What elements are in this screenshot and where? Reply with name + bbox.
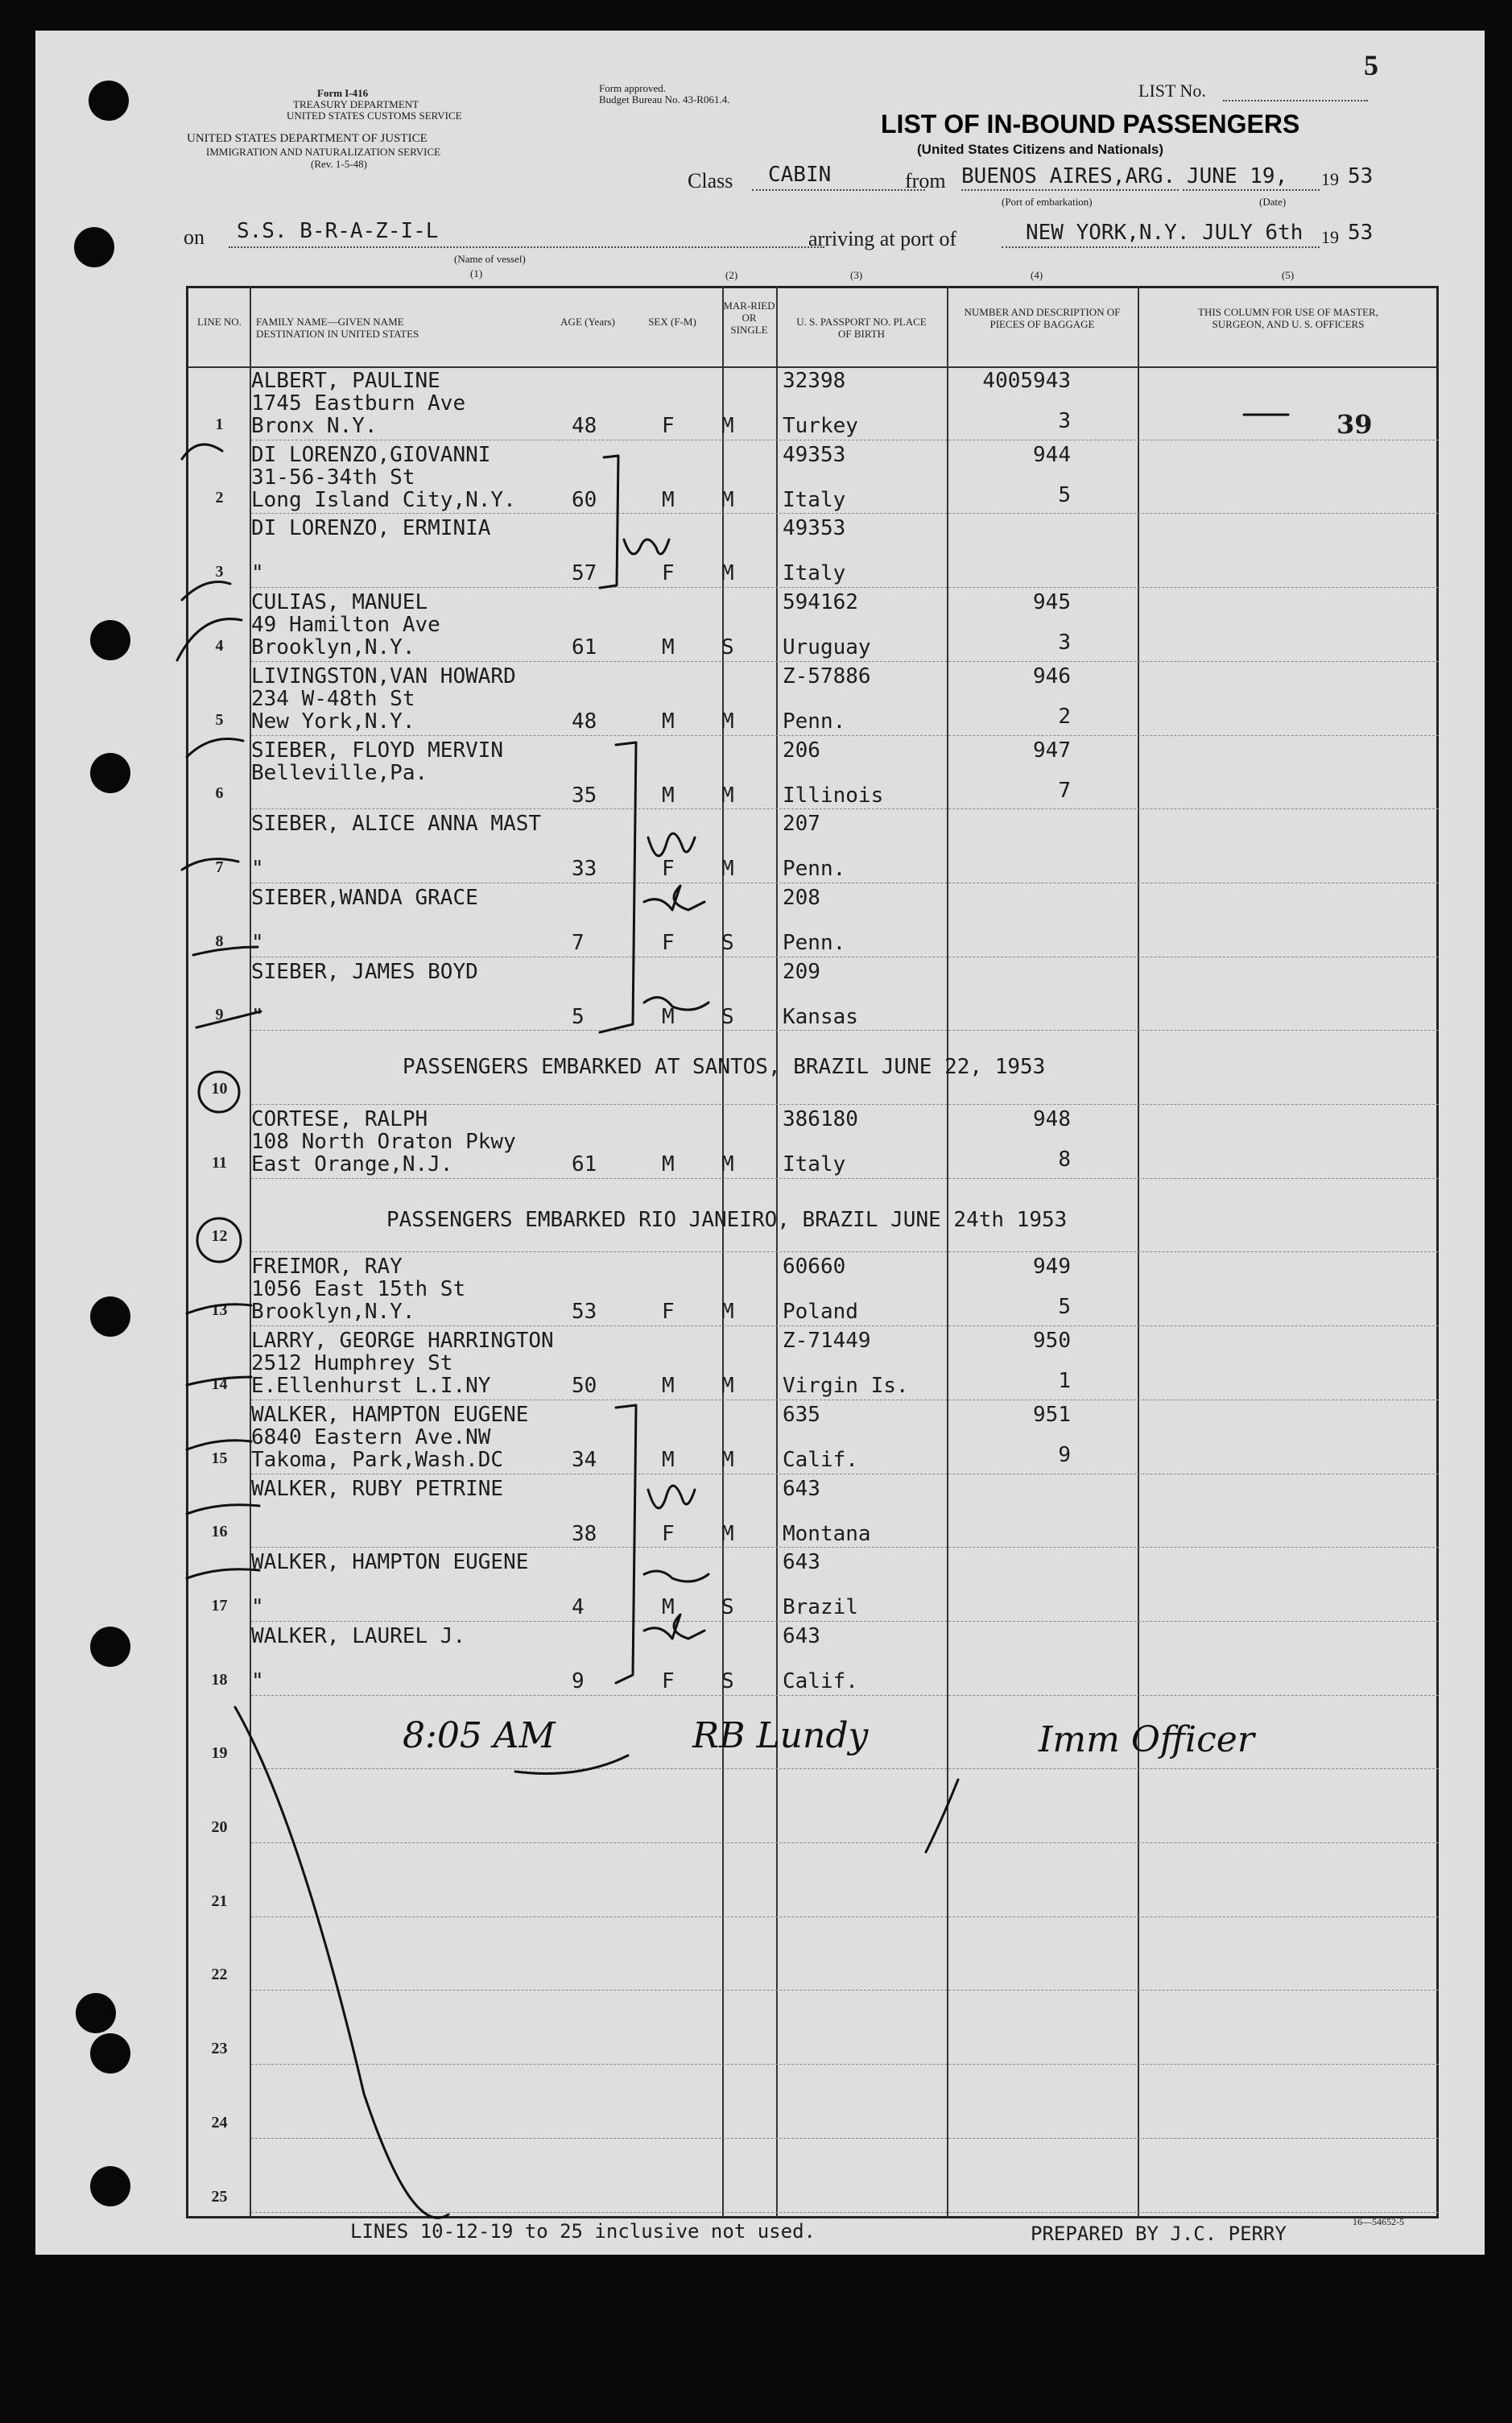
line-number: 24 (211, 2113, 228, 2131)
passenger-name: LARRY, GEORGE HARRINGTON (251, 1329, 554, 1354)
vessel-name: S.S. B-R-A-Z-I-L (237, 219, 439, 243)
passenger-age: 57 (572, 561, 597, 586)
passport-number: 206 (783, 738, 820, 763)
passport-number: 32398 (783, 369, 846, 393)
line-number: 23 (211, 2040, 228, 2058)
passenger-marital-status: M (721, 1152, 734, 1176)
passenger-age: 33 (572, 857, 597, 882)
passenger-age: 60 (572, 487, 597, 512)
passenger-marital-status: M (721, 709, 734, 734)
baggage-pieces: 9 (1058, 1442, 1071, 1467)
arriving-label: arriving at port of (808, 227, 957, 250)
passenger-city: Bronx N.Y. (251, 414, 378, 438)
passenger-marital-status: S (721, 635, 734, 660)
passenger-marital-status: M (721, 783, 734, 808)
header-line-no: LINE NO. (197, 316, 242, 328)
col3-label: (3) (850, 269, 863, 281)
passenger-sex: M (662, 487, 675, 512)
passenger-name: SIEBER, ALICE ANNA MAST (251, 812, 542, 837)
passenger-address: 234 W-48th St (251, 686, 415, 711)
doj-label: UNITED STATES DEPARTMENT OF JUSTICE (187, 132, 428, 145)
passenger-age: 9 (572, 1668, 585, 1693)
passport-number: 60660 (783, 1255, 846, 1280)
passenger-sex: M (662, 1374, 675, 1399)
header-age: AGE (Years) (560, 316, 615, 328)
passenger-city: " (251, 1004, 264, 1029)
embark-port: BUENOS AIRES,ARG. (961, 164, 1176, 188)
passenger-name: CORTESE, RALPH (251, 1107, 428, 1131)
place-of-birth: Virgin Is. (783, 1374, 909, 1399)
baggage-pieces: 2 (1058, 704, 1071, 729)
line-number: 16 (211, 1523, 228, 1541)
passenger-name: DI LORENZO,GIOVANNI (251, 442, 491, 467)
customs-label: UNITED STATES CUSTOMS SERVICE (287, 110, 462, 122)
line-number: 18 (211, 1670, 228, 1689)
form-subtitle: (United States Citizens and Nationals) (917, 142, 1164, 157)
line-number: 20 (211, 1818, 228, 1836)
baggage-number: 944 (1033, 442, 1071, 467)
header-baggage: NUMBER AND DESCRIPTION OF PIECES OF BAGGAGE (964, 306, 1121, 330)
binder-hole (76, 1993, 116, 2033)
passport-number: 49353 (783, 516, 846, 541)
baggage-pieces: 1 (1058, 1369, 1071, 1394)
passenger-name: ALBERT, PAULINE (251, 369, 440, 393)
passenger-age: 48 (572, 709, 597, 734)
col1-label: (1) (470, 267, 483, 279)
place-of-birth: Montana (783, 1521, 871, 1546)
line-number: 8 (215, 932, 224, 950)
passenger-sex: F (662, 1668, 675, 1693)
passenger-name: WALKER, HAMPTON EUGENE (251, 1402, 529, 1427)
line-number: 11 (212, 1153, 227, 1172)
passenger-city: Long Island City,N.Y. (251, 487, 516, 512)
passenger-age: 38 (572, 1521, 597, 1546)
passenger-age: 4 (572, 1595, 585, 1620)
passport-number: 635 (783, 1402, 820, 1427)
line-number: 5 (215, 710, 224, 729)
passenger-city: Brooklyn,N.Y. (251, 635, 415, 660)
passenger-name: DI LORENZO, ERMINIA (251, 516, 491, 541)
passenger-address: 1745 Eastburn Ave (251, 391, 466, 416)
line-number: 10 (211, 1080, 228, 1098)
passenger-age: 53 (572, 1300, 597, 1325)
passport-number: 208 (783, 885, 820, 910)
baggage-pieces: 5 (1058, 1295, 1071, 1320)
binder-hole (90, 1296, 130, 1337)
baggage-pieces: 3 (1058, 631, 1071, 655)
class-label: Class (688, 169, 733, 192)
handwritten-time: 8:05 AM (403, 1715, 556, 1756)
passenger-name: LIVINGSTON,VAN HOWARD (251, 664, 516, 688)
passenger-marital-status: M (721, 414, 734, 438)
passenger-age: 5 (572, 1004, 585, 1029)
page-number: 5 (1364, 49, 1378, 81)
passenger-city: E.Ellenhurst L.I.NY (251, 1374, 491, 1399)
passenger-address: 2512 Humphrey St (251, 1351, 453, 1376)
line-number: 7 (215, 858, 224, 876)
passenger-sex: M (662, 783, 675, 808)
passport-number: 643 (783, 1623, 820, 1648)
officer-remark: 39 (1336, 409, 1373, 440)
passenger-marital-status: S (721, 1595, 734, 1620)
passport-number: Z-71449 (783, 1329, 871, 1354)
header-passport: U. S. PASSPORT NO. PLACE OF BIRTH (796, 316, 927, 340)
passenger-age: 34 (572, 1447, 597, 1472)
line-number: 22 (211, 1966, 228, 1984)
passenger-city: " (251, 1595, 264, 1620)
place-of-birth: Uruguay (783, 635, 871, 660)
passenger-marital-status: M (721, 1374, 734, 1399)
form-number: Form I-416 (317, 87, 369, 99)
passport-number: Z-57886 (783, 664, 871, 688)
place-of-birth: Italy (783, 561, 846, 586)
form-title: LIST OF IN-BOUND PASSENGERS (881, 110, 1300, 139)
line-number: 14 (211, 1375, 228, 1393)
depart-date: JUNE 19, (1187, 164, 1288, 188)
header-name: FAMILY NAME—GIVEN NAME DESTINATION IN UNITED STATES (256, 316, 419, 340)
passport-number: 49353 (783, 442, 846, 467)
passenger-marital-status: M (721, 1521, 734, 1546)
vessel-caption: (Name of vessel) (454, 253, 526, 265)
line-number: 17 (211, 1596, 228, 1615)
place-of-birth: Kansas (783, 1004, 858, 1029)
passenger-name: SIEBER, FLOYD MERVIN (251, 738, 504, 763)
passenger-name: WALKER, LAUREL J. (251, 1623, 466, 1648)
passenger-marital-status: M (721, 487, 734, 512)
passenger-marital-status: S (721, 1004, 734, 1029)
line-number: 25 (211, 2187, 228, 2206)
binder-hole (74, 227, 114, 267)
binder-hole (90, 1627, 130, 1667)
baggage-pieces: 8 (1058, 1147, 1071, 1172)
line-number: 21 (211, 1892, 228, 1910)
passenger-sex: M (662, 1595, 675, 1620)
passport-number: 594162 (783, 590, 858, 615)
passenger-address: 6840 Eastern Ave.NW (251, 1424, 491, 1449)
binder-hole (89, 81, 129, 121)
baggage-number: 951 (1033, 1402, 1071, 1427)
handwritten-signature: RB Lundy (692, 1715, 869, 1756)
revision-label: (Rev. 1-5-48) (311, 158, 367, 170)
place-of-birth: Italy (783, 487, 846, 512)
passenger-age: 35 (572, 783, 597, 808)
passenger-age: 61 (572, 1152, 597, 1176)
passenger-address: Belleville,Pa. (251, 760, 428, 785)
budget-label: Budget Bureau No. 43-R061.4. (599, 93, 730, 105)
baggage-pieces: 3 (1058, 409, 1071, 433)
arrival-year: 53 (1348, 221, 1374, 245)
header-sex: SEX (F-M) (648, 316, 696, 328)
treasury-label: TREASURY DEPARTMENT (293, 98, 419, 110)
passenger-sex: F (662, 1521, 675, 1546)
passenger-city: " (251, 930, 264, 955)
baggage-number: 949 (1033, 1255, 1071, 1280)
passenger-sex: M (662, 1447, 675, 1472)
passenger-name: SIEBER, JAMES BOYD (251, 959, 478, 984)
passport-number: 207 (783, 812, 820, 837)
print-code: 16—54652-5 (1353, 2216, 1404, 2227)
place-of-birth: Calif. (783, 1447, 858, 1472)
passenger-city: Takoma, Park,Wash.DC (251, 1447, 504, 1472)
passenger-name: WALKER, HAMPTON EUGENE (251, 1550, 529, 1575)
passenger-name: SIEBER,WANDA GRACE (251, 885, 478, 910)
passenger-address: 1056 East 15th St (251, 1277, 466, 1302)
list-number-label: LIST No. (1138, 81, 1206, 101)
place-of-birth: Penn. (783, 857, 846, 882)
passenger-city: East Orange,N.J. (251, 1152, 453, 1176)
binder-hole (90, 2033, 130, 2074)
line-number: 2 (215, 489, 224, 507)
arrival-port: NEW YORK,N.Y. JULY 6th (1026, 221, 1303, 245)
passenger-marital-status: S (721, 930, 734, 955)
place-of-birth: Italy (783, 1152, 846, 1176)
baggage-number: 950 (1033, 1329, 1071, 1354)
baggage-number: 946 (1033, 664, 1071, 688)
binder-hole (90, 620, 130, 660)
line-number: 4 (215, 636, 224, 655)
place-of-birth: Turkey (783, 414, 858, 438)
baggage-pieces: 5 (1058, 482, 1071, 507)
line-number: 19 (211, 1744, 228, 1763)
on-label: on (184, 225, 204, 249)
passenger-sex: M (662, 1004, 675, 1029)
binder-hole (90, 753, 130, 793)
line-number: 13 (211, 1301, 228, 1320)
baggage-number: 945 (1033, 590, 1071, 615)
passenger-age: 48 (572, 414, 597, 438)
passenger-marital-status: M (721, 561, 734, 586)
baggage-number: 947 (1033, 738, 1071, 763)
passenger-marital-status: M (721, 1447, 734, 1472)
passenger-sex: F (662, 561, 675, 586)
passenger-sex: M (662, 1152, 675, 1176)
passenger-city: Brooklyn,N.Y. (251, 1300, 415, 1325)
passenger-name: CULIAS, MANUEL (251, 590, 428, 615)
section-header-santos: PASSENGERS EMBARKED AT SANTOS, BRAZIL JUNE 22, 1953 (403, 1055, 1046, 1079)
footer-note: LINES 10-12-19 to 25 inclusive not used. (350, 2220, 816, 2243)
header-officers: THIS COLUMN FOR USE OF MASTER, SURGEON, AND U. S. OFFICERS (1198, 306, 1378, 330)
passenger-address: 108 North Oraton Pkwy (251, 1130, 516, 1154)
passenger-sex: F (662, 414, 675, 438)
passenger-sex: F (662, 930, 675, 955)
line-number: 1 (215, 415, 224, 433)
passenger-marital-status: S (721, 1668, 734, 1693)
embark-port-caption: (Port of embarkation) (1002, 196, 1093, 208)
place-of-birth: Poland (783, 1300, 858, 1325)
passenger-sex: M (662, 709, 675, 734)
passenger-age: 7 (572, 930, 585, 955)
passenger-sex: M (662, 635, 675, 660)
line-number: 6 (215, 784, 224, 803)
prepared-by: PREPARED BY J.C. PERRY (1031, 2222, 1287, 2245)
line-number: 12 (211, 1227, 228, 1246)
passenger-city: " (251, 857, 264, 882)
passenger-age: 50 (572, 1374, 597, 1399)
passenger-name: WALKER, RUBY PETRINE (251, 1476, 504, 1501)
section-header-rio: PASSENGERS EMBARKED RIO JANEIRO, BRAZIL JUNE 24th 1953 (386, 1208, 1068, 1232)
binder-hole (90, 2166, 130, 2206)
line-number: 3 (215, 563, 224, 581)
approval-label: Form approved. (599, 82, 667, 94)
year-prefix: 19 (1321, 169, 1339, 189)
baggage-pieces: 7 (1058, 778, 1071, 803)
passenger-marital-status: M (721, 1300, 734, 1325)
passenger-sex: F (662, 1300, 675, 1325)
ins-label: IMMIGRATION AND NATURALIZATION SERVICE (206, 146, 441, 158)
passport-number: 386180 (783, 1107, 858, 1131)
place-of-birth: Calif. (783, 1668, 858, 1693)
passenger-marital-status: M (721, 857, 734, 882)
passenger-city: New York,N.Y. (251, 709, 415, 734)
passenger-age: 61 (572, 635, 597, 660)
passport-number: 643 (783, 1550, 820, 1575)
passport-number: 643 (783, 1476, 820, 1501)
baggage-number: 4005943 (982, 369, 1071, 393)
place-of-birth: Penn. (783, 930, 846, 955)
line-number: 15 (211, 1449, 228, 1467)
place-of-birth: Brazil (783, 1595, 858, 1620)
line-number: 9 (215, 1006, 224, 1024)
date-caption: (Date) (1259, 196, 1287, 208)
passenger-address: 49 Hamilton Ave (251, 613, 440, 638)
passenger-city: " (251, 1668, 264, 1693)
place-of-birth: Penn. (783, 709, 846, 734)
arrival-year-prefix: 19 (1321, 227, 1339, 247)
header-married: MAR-RIED OR SINGLE (723, 300, 775, 336)
col4-label: (4) (1031, 269, 1043, 281)
passenger-city: " (251, 561, 264, 586)
baggage-number: 948 (1033, 1107, 1071, 1131)
passenger-sex: F (662, 857, 675, 882)
col5-label: (5) (1282, 269, 1295, 281)
passport-number: 209 (783, 959, 820, 984)
passenger-name: FREIMOR, RAY (251, 1255, 403, 1280)
place-of-birth: Illinois (783, 783, 884, 808)
handwritten-officer: Imm Officer (1039, 1719, 1254, 1760)
depart-year: 53 (1348, 164, 1374, 188)
class-value: CABIN (768, 163, 832, 187)
passenger-address: 31-56-34th St (251, 465, 415, 490)
col2-label: (2) (725, 269, 738, 281)
from-label: from (905, 169, 946, 192)
